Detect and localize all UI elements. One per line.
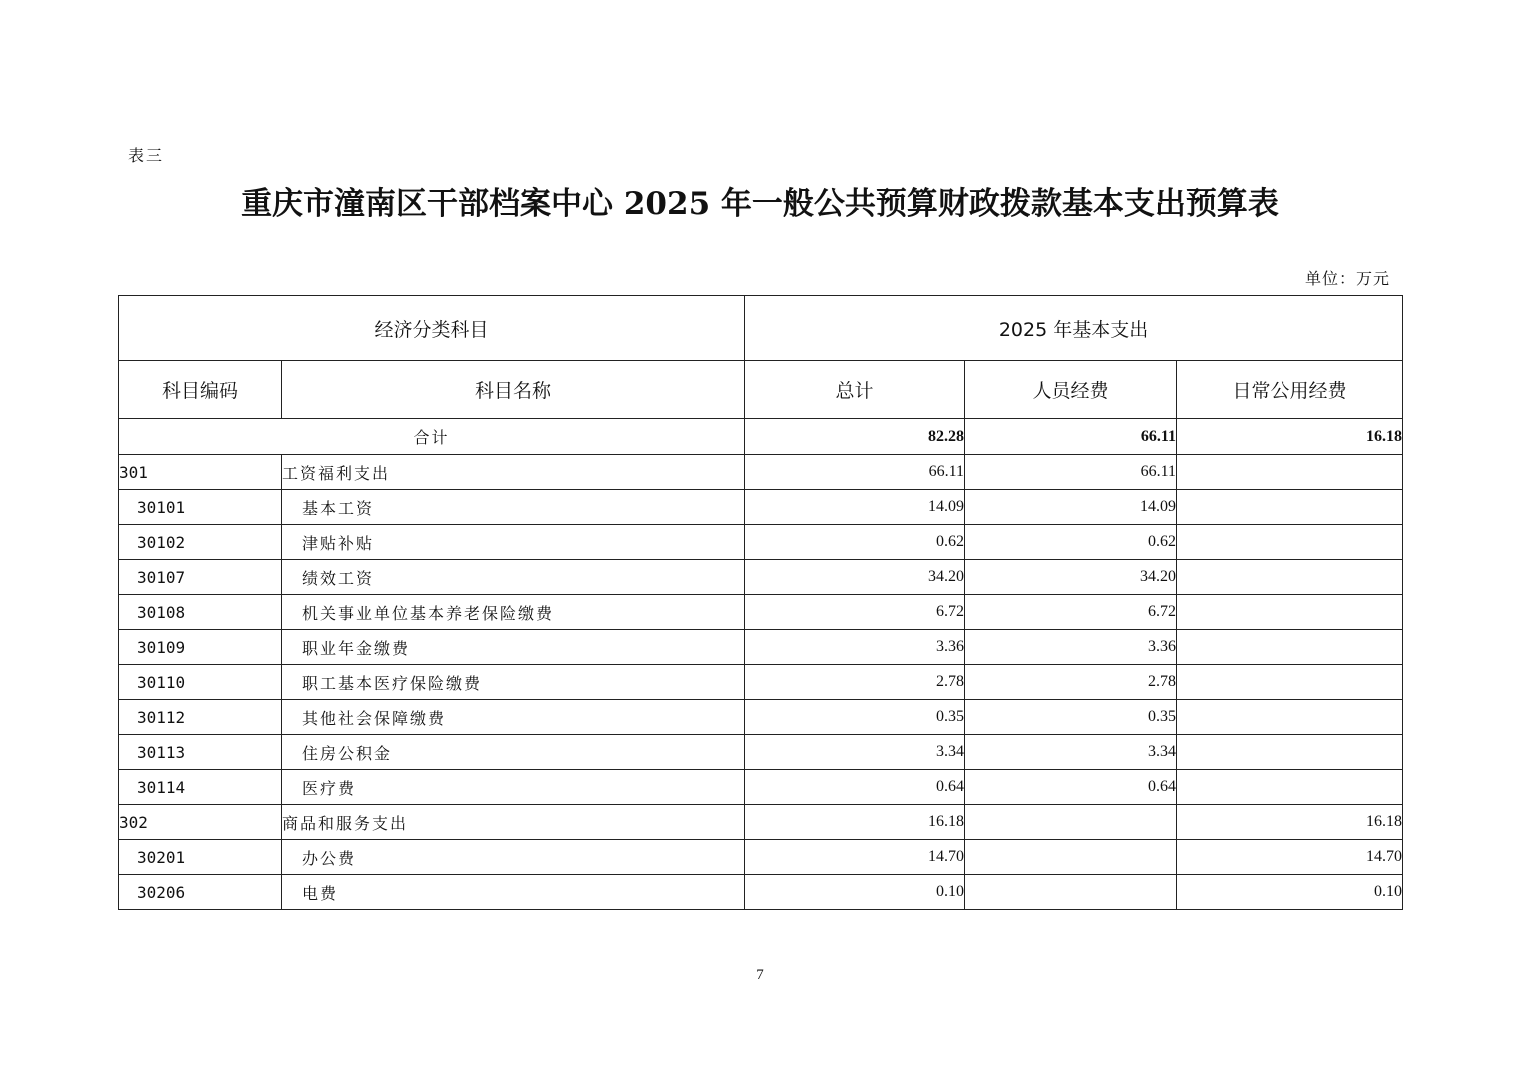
table-row bbox=[119, 770, 1403, 805]
budget-table bbox=[118, 295, 1403, 910]
row-code: 30114 bbox=[119, 770, 282, 805]
row-name: 住房公积金 bbox=[282, 735, 745, 770]
header-basic-expenditure: 2025 年基本支出 bbox=[745, 296, 1403, 361]
row-name: 绩效工资 bbox=[282, 560, 745, 595]
row-public-amount bbox=[1177, 700, 1403, 735]
row-total-amount: 3.36 bbox=[745, 630, 965, 665]
row-total-amount: 14.70 bbox=[745, 840, 965, 875]
row-total-amount: 0.35 bbox=[745, 700, 965, 735]
row-personnel-amount: 3.36 bbox=[965, 630, 1177, 665]
row-personnel-amount: 3.34 bbox=[965, 735, 1177, 770]
row-personnel-amount: 0.35 bbox=[965, 700, 1177, 735]
row-total-amount: 0.10 bbox=[745, 875, 965, 910]
row-code: 301 bbox=[119, 455, 282, 490]
row-public-amount bbox=[1177, 595, 1403, 630]
header-personnel: 人员经费 bbox=[965, 361, 1177, 419]
page-number: 7 bbox=[756, 967, 764, 983]
row-public-amount bbox=[1177, 665, 1403, 700]
header-row-group bbox=[119, 296, 1403, 361]
table-row bbox=[119, 630, 1403, 665]
header-total: 总计 bbox=[745, 361, 965, 419]
row-total-amount: 3.34 bbox=[745, 735, 965, 770]
table-row bbox=[119, 525, 1403, 560]
table-label: 表三 bbox=[128, 146, 165, 165]
row-total-amount: 0.64 bbox=[745, 770, 965, 805]
total-total: 82.28 bbox=[745, 419, 965, 455]
row-code: 30201 bbox=[119, 840, 282, 875]
table-row bbox=[119, 455, 1403, 490]
row-name: 职工基本医疗保险缴费 bbox=[282, 665, 745, 700]
row-name: 办公费 bbox=[282, 840, 745, 875]
table-row bbox=[119, 700, 1403, 735]
row-name: 津贴补贴 bbox=[282, 525, 745, 560]
row-public-amount: 16.18 bbox=[1177, 805, 1403, 840]
row-code: 30102 bbox=[119, 525, 282, 560]
row-name: 电费 bbox=[282, 875, 745, 910]
header-code: 科目编码 bbox=[119, 361, 282, 419]
row-personnel-amount: 34.20 bbox=[965, 560, 1177, 595]
row-personnel-amount: 14.09 bbox=[965, 490, 1177, 525]
row-code: 30108 bbox=[119, 595, 282, 630]
row-public-amount: 14.70 bbox=[1177, 840, 1403, 875]
row-code: 302 bbox=[119, 805, 282, 840]
row-name: 其他社会保障缴费 bbox=[282, 700, 745, 735]
row-code: 30107 bbox=[119, 560, 282, 595]
row-personnel-amount bbox=[965, 805, 1177, 840]
row-name: 职业年金缴费 bbox=[282, 630, 745, 665]
total-public: 16.18 bbox=[1177, 419, 1403, 455]
table-row bbox=[119, 665, 1403, 700]
row-name: 基本工资 bbox=[282, 490, 745, 525]
row-public-amount bbox=[1177, 490, 1403, 525]
row-total-amount: 66.11 bbox=[745, 455, 965, 490]
row-code: 30112 bbox=[119, 700, 282, 735]
row-code: 30101 bbox=[119, 490, 282, 525]
row-personnel-amount: 6.72 bbox=[965, 595, 1177, 630]
unit-label: 单位：万元 bbox=[1304, 269, 1390, 288]
total-label: 合计 bbox=[119, 419, 745, 455]
header-name: 科目名称 bbox=[282, 361, 745, 419]
row-name: 商品和服务支出 bbox=[282, 805, 745, 840]
table-row bbox=[119, 805, 1403, 840]
row-code: 30110 bbox=[119, 665, 282, 700]
row-code: 30206 bbox=[119, 875, 282, 910]
row-public-amount bbox=[1177, 735, 1403, 770]
row-public-amount: 0.10 bbox=[1177, 875, 1403, 910]
table-row bbox=[119, 595, 1403, 630]
table-row bbox=[119, 560, 1403, 595]
row-total-amount: 0.62 bbox=[745, 525, 965, 560]
header-row-columns bbox=[119, 361, 1403, 419]
row-personnel-amount bbox=[965, 875, 1177, 910]
row-name: 机关事业单位基本养老保险缴费 bbox=[282, 595, 745, 630]
header-public: 日常公用经费 bbox=[1177, 361, 1403, 419]
row-public-amount bbox=[1177, 525, 1403, 560]
row-code: 30109 bbox=[119, 630, 282, 665]
row-public-amount bbox=[1177, 455, 1403, 490]
row-code: 30113 bbox=[119, 735, 282, 770]
row-total-amount: 16.18 bbox=[745, 805, 965, 840]
row-total-amount: 6.72 bbox=[745, 595, 965, 630]
table-row bbox=[119, 840, 1403, 875]
row-total-amount: 14.09 bbox=[745, 490, 965, 525]
total-row bbox=[119, 419, 1403, 455]
row-public-amount bbox=[1177, 560, 1403, 595]
table-row bbox=[119, 735, 1403, 770]
row-personnel-amount: 66.11 bbox=[965, 455, 1177, 490]
row-name: 工资福利支出 bbox=[282, 455, 745, 490]
row-total-amount: 34.20 bbox=[745, 560, 965, 595]
total-personnel: 66.11 bbox=[965, 419, 1177, 455]
header-economic-category: 经济分类科目 bbox=[119, 296, 745, 361]
document-title: 重庆市潼南区干部档案中心 2025 年一般公共预算财政拨款基本支出预算表 bbox=[241, 186, 1279, 222]
row-personnel-amount: 0.64 bbox=[965, 770, 1177, 805]
row-name: 医疗费 bbox=[282, 770, 745, 805]
row-personnel-amount: 0.62 bbox=[965, 525, 1177, 560]
row-public-amount bbox=[1177, 770, 1403, 805]
row-public-amount bbox=[1177, 630, 1403, 665]
table-row bbox=[119, 490, 1403, 525]
table-row bbox=[119, 875, 1403, 910]
row-personnel-amount bbox=[965, 840, 1177, 875]
row-personnel-amount: 2.78 bbox=[965, 665, 1177, 700]
row-total-amount: 2.78 bbox=[745, 665, 965, 700]
